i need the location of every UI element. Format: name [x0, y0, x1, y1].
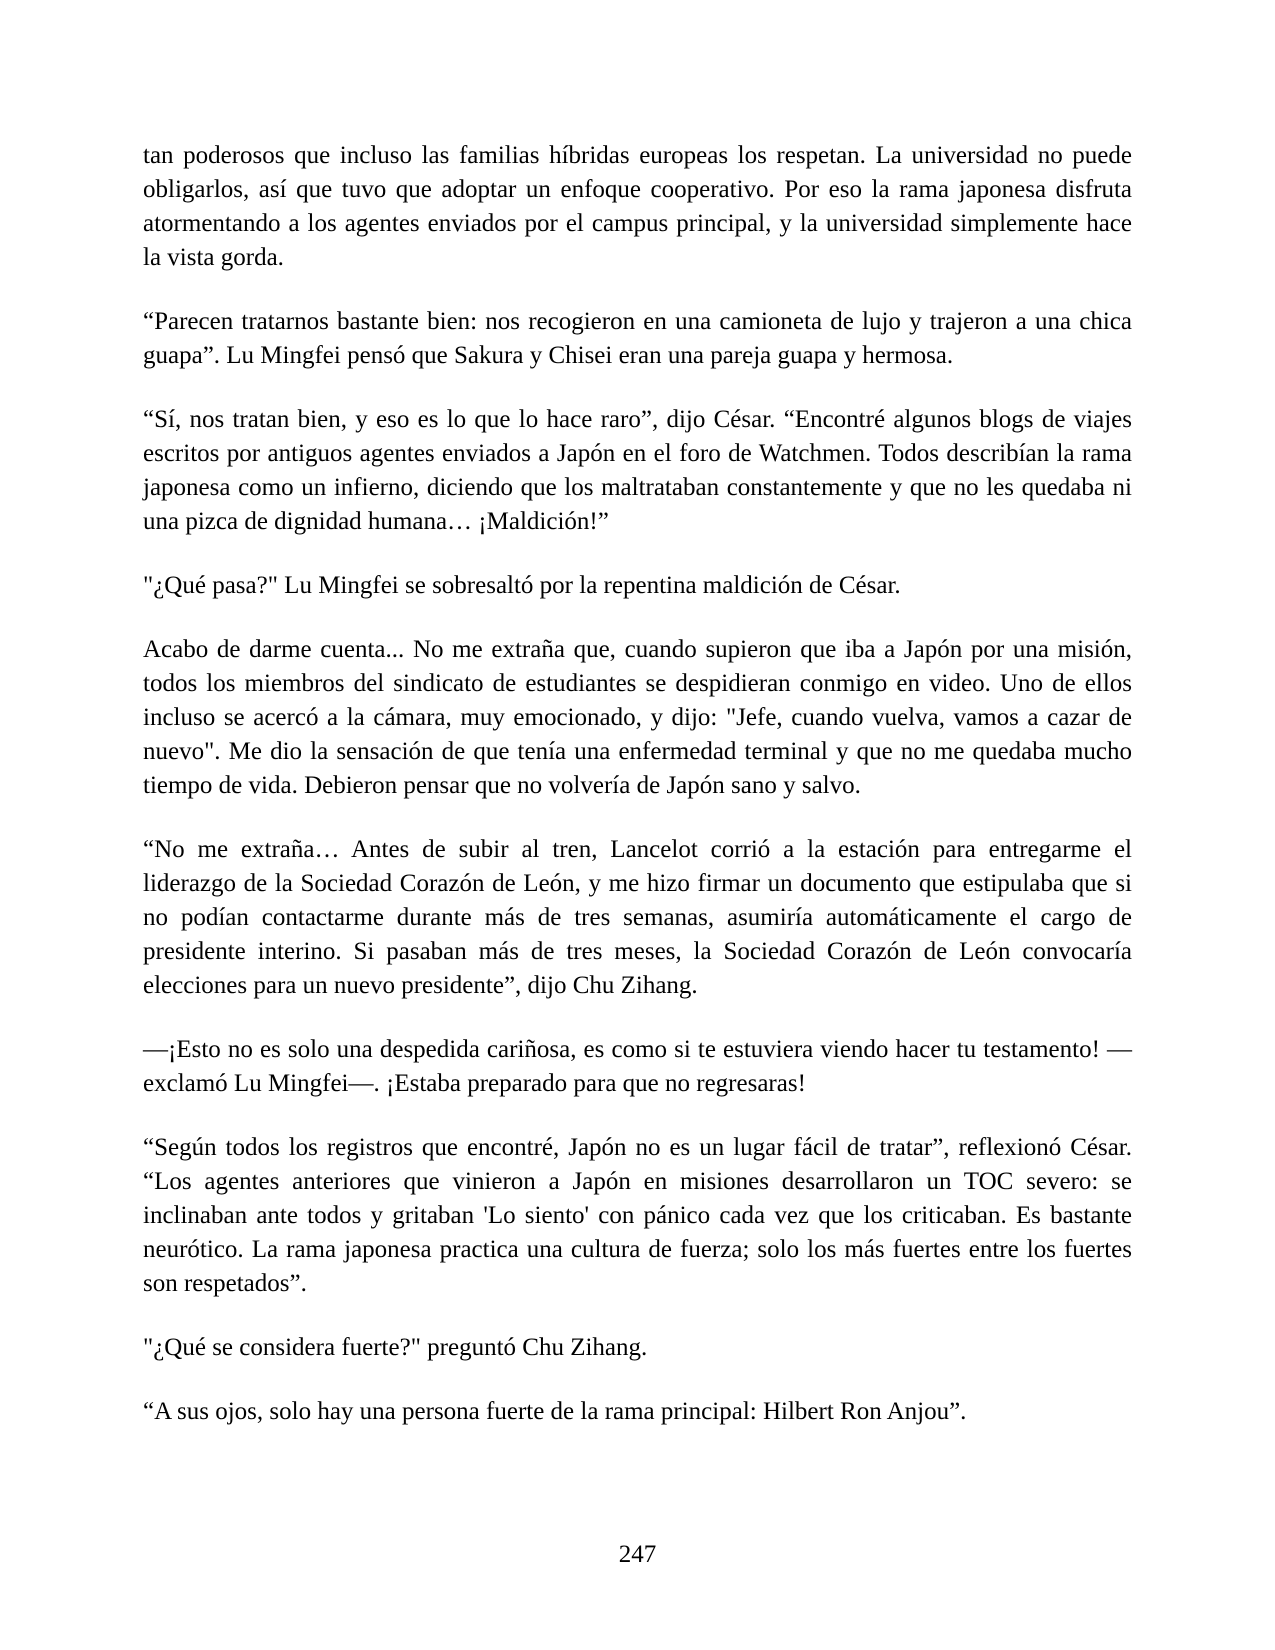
paragraph: “Según todos los registros que encontré, Japón no es un lugar fácil de tratar”, reflexionó César. “Los agentes anteriores que vinieron a Japón en misiones desarrollaron un TOC severo: se inclinaban ante todos y gritaban 'Lo siento' con pánico cada vez que los criticaban. Es bastante neurótico. La rama japonesa practica una cultura de fuerza; solo los más fuertes entre los fuertes son respetados”.	[143, 1134, 1132, 1297]
page-content	[143, 139, 1132, 1459]
paragraph: "¿Qué se considera fuerte?" preguntó Chu Zihang.	[143, 1334, 648, 1361]
paragraph: “A sus ojos, solo hay una persona fuerte de la rama principal: Hilbert Ron Anjou”.	[143, 1398, 967, 1425]
page-footer	[0, 1538, 1275, 1572]
paragraph: “Sí, nos tratan bien, y eso es lo que lo hace raro”, dijo César. “Encontré algunos blogs de viajes escritos por antiguos agentes enviados a Japón en el foro de Watchmen. Todos describían la rama japonesa como un infierno, diciendo que los maltrataban constantemente y que no les quedaba ni una pizca de dignidad humana… ¡Maldición!”	[143, 406, 1132, 535]
page-number: 247	[618, 1541, 657, 1568]
paragraph: “No me extraña… Antes de subir al tren, Lancelot corrió a la estación para entregarme el liderazgo de la Sociedad Corazón de León, y me hizo firmar un documento que estipulaba que si no podían contactarme durante más de tres semanas, asumiría automáticamente el cargo de presidente interino. Si pasaban más de tres meses, la Sociedad Corazón de León convocaría elecciones para un nuevo presidente”, dijo Chu Zihang.	[143, 836, 1132, 999]
paragraph: tan poderosos que incluso las familias híbridas europeas los respetan. La universidad no puede obligarlos, así que tuvo que adoptar un enfoque cooperativo. Por eso la rama japonesa disfruta atormentando a los agentes enviados por el campus principal, y la universidad simplemente hace la vista gorda.	[143, 142, 1132, 271]
paragraph: "¿Qué pasa?" Lu Mingfei se sobresaltó por la repentina maldición de César.	[143, 572, 901, 599]
paragraph: Acabo de darme cuenta... No me extraña que, cuando supieron que iba a Japón por una misión, todos los miembros del sindicato de estudiantes se despidieran conmigo en video. Uno de ellos incluso se acercó a la cámara, muy emocionado, y dijo: "Jefe, cuando vuelva, vamos a cazar de nuevo". Me dio la sensación de que tenía una enfermedad terminal y que no me quedaba mucho tiempo de vida. Debieron pensar que no volvería de Japón sano y salvo.	[143, 636, 1132, 799]
paragraph: —¡Esto no es solo una despedida cariñosa, es como si te estuviera viendo hacer tu testamento! —exclamó Lu Mingfei—. ¡Estaba preparado para que no regresaras!	[143, 1036, 1132, 1097]
paragraph: “Parecen tratarnos bastante bien: nos recogieron en una camioneta de lujo y trajeron a una chica guapa”. Lu Mingfei pensó que Sakura y Chisei eran una pareja guapa y hermosa.	[143, 308, 1132, 369]
